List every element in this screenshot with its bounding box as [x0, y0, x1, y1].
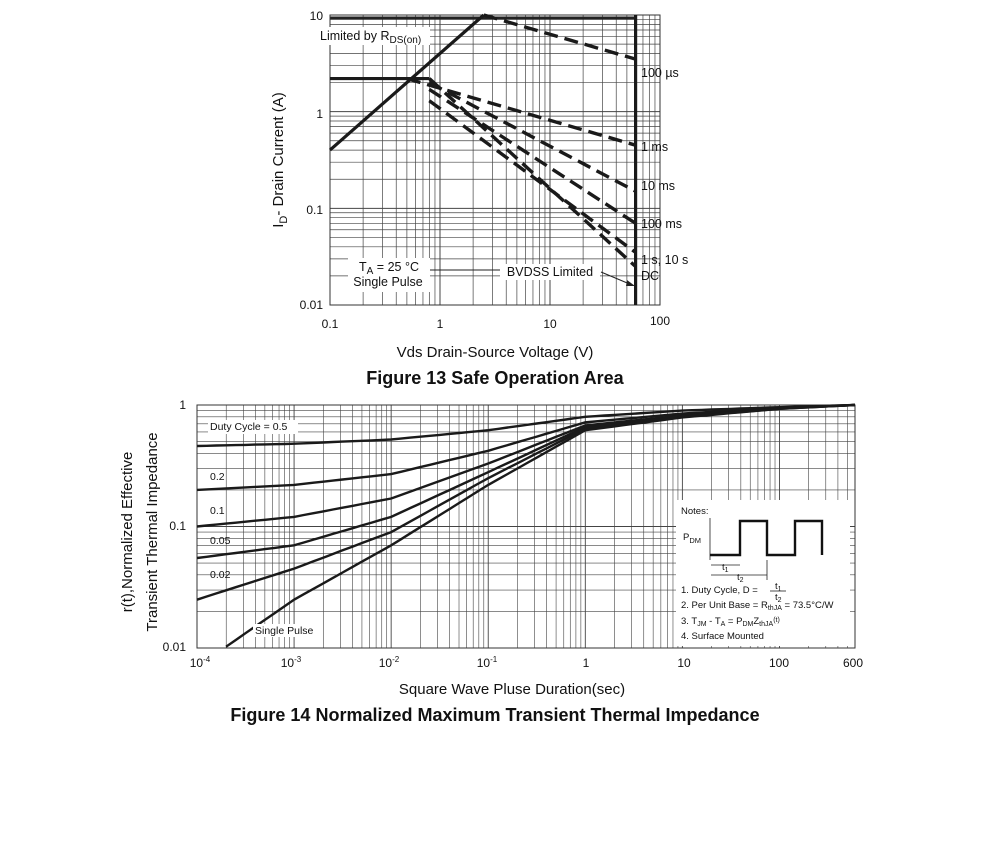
- th-xtick-1e-2: $10^{-2}$: [378, 655, 400, 670]
- note-4: 4. Surface Mounted: [681, 631, 764, 642]
- soa-xlabel: Vds Drain-Source Voltage (V): [396, 344, 594, 361]
- note-3: 3. $T_{JM} - T_A = P_{DM}Z_{thJA}^{(t)}$: [681, 616, 780, 628]
- notes-box: [676, 500, 850, 646]
- th-ytick-0.1: 0.1: [169, 519, 186, 533]
- rds-limited-label: Limited by $R_{DS(on)}$: [320, 29, 422, 46]
- soa-xtick-10: 10: [543, 317, 557, 331]
- t1-label: $t_1$: [722, 562, 729, 574]
- thermal-xlabel: Square Wave Pluse Duration(sec): [398, 681, 626, 698]
- label-1s-10s: 1 s, 10 s: [641, 253, 689, 267]
- ta-label: $T_A = 25$ °C: [359, 260, 419, 277]
- t2-label: $t_2$: [737, 572, 744, 584]
- soa-ylabel-main: I: [270, 223, 287, 228]
- soa-xtick-1: 1: [436, 317, 444, 331]
- figure-13-soa-chart: [270, 9, 688, 388]
- soa-ylabel: [270, 92, 290, 227]
- curve-label-single: Single Pulse: [255, 625, 314, 637]
- label-100us: 100 µs: [641, 66, 679, 80]
- soa-xtick-0.1: 0.1: [321, 317, 339, 331]
- label-dc: DC: [641, 269, 660, 283]
- label-10ms: 10 ms: [641, 179, 676, 193]
- th-xtick-1e-3: $10^{-3}$: [280, 655, 302, 670]
- svg-text:ID- Drain Current (A): [270, 92, 290, 227]
- soa-xtick-100: 100: [649, 314, 671, 328]
- label-1ms: 1 ms: [641, 140, 669, 154]
- thermal-ylabel-line2: Transient Thermal Impedance: [144, 432, 161, 632]
- note-2: 2. Per Unit Base = $R_{thJA} = 73.5^\circ C/W$: [681, 600, 834, 612]
- soa-ylabel-sub: D: [278, 215, 290, 224]
- curve-label-0.05: 0.05: [210, 535, 231, 547]
- th-xtick-1e-4: $10^{-4}$: [189, 655, 211, 670]
- bvdss-label: BVDSS Limited: [506, 265, 594, 279]
- curve-label-0.5: Duty Cycle = 0.5: [210, 421, 288, 433]
- note-1: 1. Duty Cycle, D =: [681, 585, 758, 596]
- label-100ms: 100 ms: [641, 217, 682, 231]
- curve-label-0.02: 0.02: [210, 569, 231, 581]
- notes-title: Notes:: [681, 506, 709, 517]
- th-ytick-1: 1: [179, 398, 186, 412]
- note-1-t2: $t_2$: [775, 592, 782, 604]
- th-xtick-10: 10: [677, 656, 691, 670]
- single-pulse-label: Single Pulse: [353, 275, 423, 289]
- note-1-t1: $t_1$: [775, 581, 782, 593]
- figure-14-caption: Figure 14 Normalized Maximum Transient Thermal Impedance: [230, 705, 760, 725]
- soa-ytick-10: 10: [309, 9, 323, 23]
- pdm-label: $P_{DM}$: [683, 532, 702, 545]
- soa-ytick-1: 1: [316, 107, 323, 121]
- figure-14-thermal-chart: [119, 398, 863, 725]
- curve-label-0.2: 0.2: [210, 471, 225, 483]
- soa-ylabel-rest: - Drain Current (A): [270, 92, 287, 216]
- figure-13-caption: Figure 13 Safe Operation Area: [366, 368, 624, 388]
- soa-ytick-0.01: 0.01: [299, 298, 323, 312]
- curve-label-0.1: 0.1: [210, 505, 225, 517]
- th-xtick-1e-1: $10^{-1}$: [476, 655, 498, 670]
- th-xtick-1: 1: [582, 656, 590, 670]
- th-xtick-100: 100: [768, 656, 790, 670]
- th-xtick-600: 600: [842, 656, 864, 670]
- thermal-ylabel-line1: r(t),Normalized Effective: [119, 451, 136, 613]
- soa-ytick-0.1: 0.1: [306, 203, 323, 217]
- th-ytick-0.01: 0.01: [162, 640, 186, 654]
